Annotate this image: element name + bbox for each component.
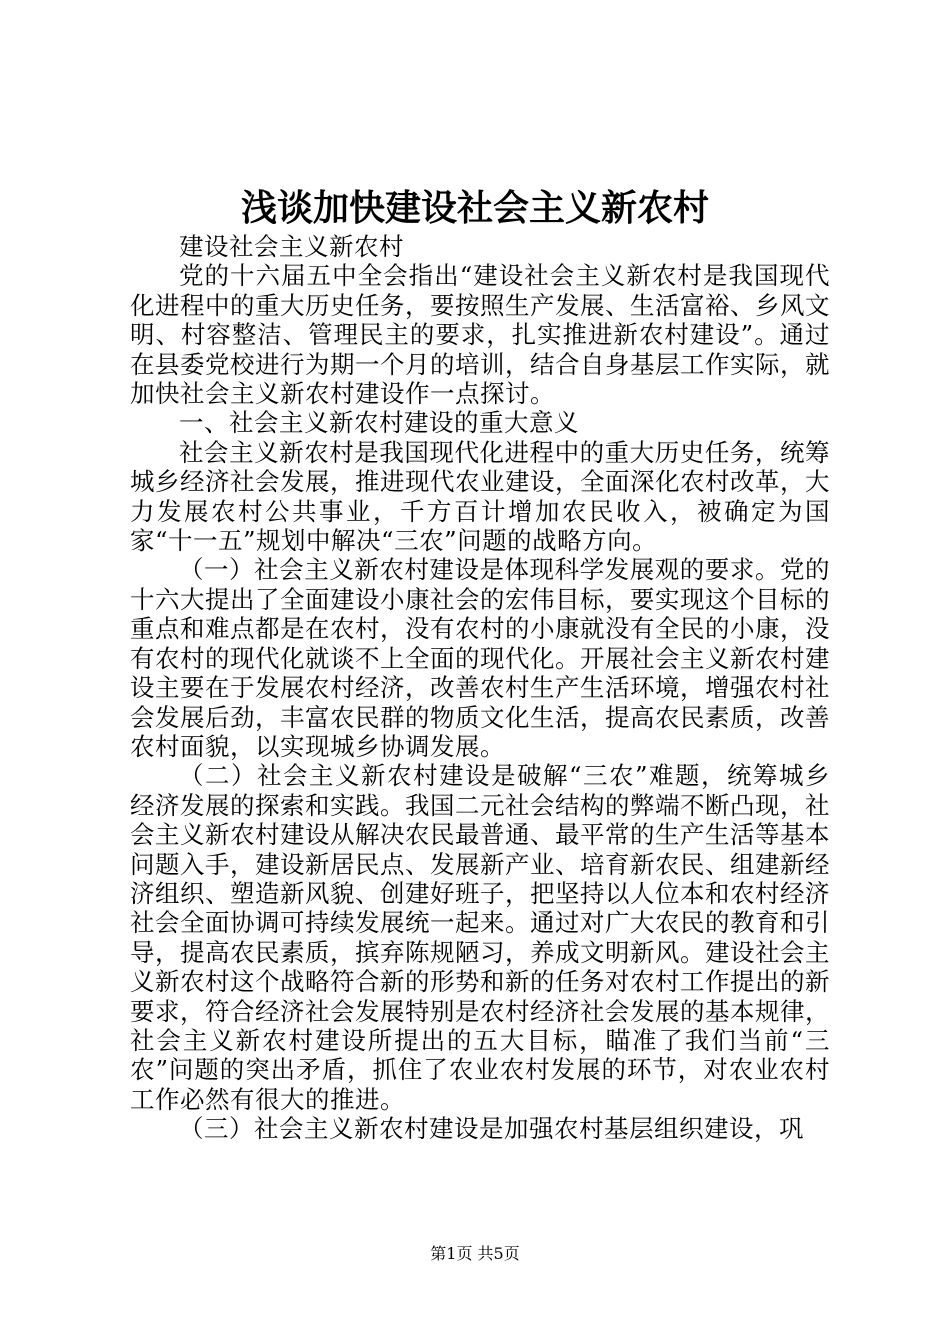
paragraph-significance: 社会主义新农村是我国现代化进程中的重大历史任务，统筹城乡经济社会发展，推进现代农业建设，全面深化农村改革，大力发展农村公共事业，千方百计增加农民收入，被确定为国家“十一五”规划中解决“三农”问题的战略方向。 <box>130 437 830 556</box>
section-heading-significance: 一、社会主义新农村建设的重大意义 <box>179 408 579 438</box>
page-footer: 第1页 共5页 <box>430 1244 520 1263</box>
document-title: 浅谈加快建设社会主义新农村 <box>240 187 709 229</box>
paragraph-intro: 党的十六届五中全会指出“建设社会主义新农村是我国现代化进程中的重大历史任务，要按照生产发展、生活富裕、乡风文明、村容整洁、管理民主的要求，扎实推进新农村建设”。通过在县委党校进行为期一个月的培训，结合自身基层工作实际，就加快社会主义新农村建设作一点探讨。 <box>130 261 830 409</box>
paragraph-point-one: （一）社会主义新农村建设是体现科学发展观的要求。党的十六大提出了全面建设小康社会的宏伟目标，要实现这个目标的重点和难点都是在农村，没有农村的小康就没有全民的小康，没有农村的现代化就谈不上全面的现代化。开展社会主义新农村建设主要在于发展农村经济，改善农村生产生活环境，增强农村社会发展后劲，丰富农民群的物质文化生活，提高农民素质，改善农村面貌，以实现城乡协调发展。 <box>130 555 830 761</box>
document-body <box>130 232 830 1144</box>
paragraph-subtitle: 建设社会主义新农村 <box>179 232 404 261</box>
paragraph-point-three: （三）社会主义新农村建设是加强农村基层组织建设，巩 <box>179 1114 804 1144</box>
paragraph-point-two: （二）社会主义新农村建设是破解“三农”难题，统筹城乡经济发展的探索和实践。我国二元社会结构的弊端不断凸现，社会主义新农村建设从解决农民最普通、最平常的生产生活等基本问题入手，建设新居民点、发展新产业、培育新农民、组建新经济组织、塑造新风貌、创建好班子，把坚持以人位本和农村经济社会全面协调可持续发展统一起来。通过对广大农民的教育和引导，提高农民素质，摈弃陈规陋习，养成文明新风。建设社会主义新农村这个战略符合新的形势和新的任务对农村工作提出的新要求，符合经济社会发展特别是农村经济社会发展的基本规律，社会主义新农村建设所提出的五大目标，瞄准了我们当前“三农”问题的突出矛盾，抓住了农业农村发展的环节，对农业农村工作必然有很大的推进。 <box>130 761 830 1114</box>
